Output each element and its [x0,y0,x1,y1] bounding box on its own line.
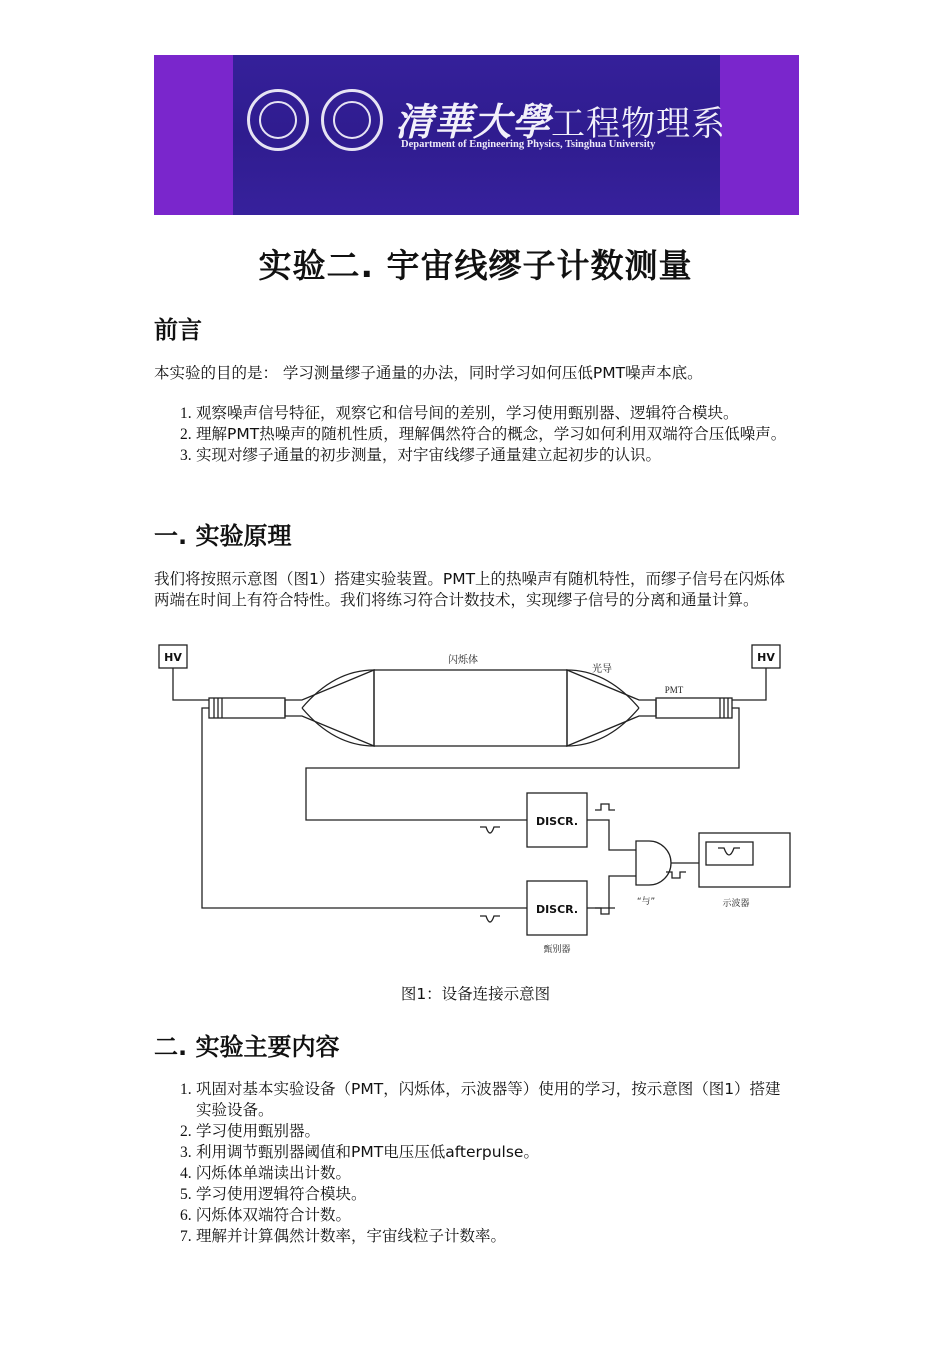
section-heading-content: 二. 实验主要内容 [154,1033,340,1061]
light-guide-label: 光导 [592,664,612,675]
discr-top-label: DISCR. [535,815,579,828]
preface-intro: 本实验的目的是： 学习测量缪子通量的办法，同时学习如何压低PMT噪声本底。 [154,364,703,382]
setup-diagram [154,640,799,970]
university-seal-icon [247,89,309,151]
department-seal-icon [321,89,383,151]
list-item: 7. 理解并计算偶然计数率，宇宙线粒子计数率。 [180,1227,507,1245]
section-heading-preface: 前言 [154,316,202,344]
figure-caption: 图1：设备连接示意图 [400,985,551,1003]
list-item: 6. 闪烁体双端符合计数。 [180,1206,352,1224]
list-item: 1. 巩固对基本实验设备（PMT，闪烁体，示波器等）使用的学习，按示意图（图1）搭建实验设备。 [180,1080,781,1119]
hv-label-left: HV [164,651,182,664]
banner-title-dept: 工程物理系 [551,104,727,144]
pmt-left [209,698,285,718]
and-gate-label: “与” [636,897,656,907]
hv-label-right: HV [757,651,775,664]
scintillator [374,670,567,746]
light-guide-left [285,670,374,746]
pmt-label: PMT [664,685,684,695]
list-item: 5. 学习使用逻辑符合模块。 [180,1185,367,1203]
page-title: 实验二. 宇宙线缪子计数测量 [258,246,693,285]
list-item: 3. 利用调节甄别器阈值和PMT电压压低afterpulse。 [180,1143,539,1161]
principle-paragraph: 我们将按照示意图（图1）搭建实验装置。PMT上的热噪声有随机特性，而缪子信号在闪烁体两端在时间上有符合特性。我们将练习符合计数技术，实现缪子信号的分离和通量计算。 [154,570,786,609]
preface-list [180,403,795,466]
list-item: 1. 观察噪声信号特征，观察它和信号间的差别，学习使用甄别器、逻辑符合模块。 [180,404,739,422]
banner-title [395,91,726,146]
banner-subtitle: Department of Engineering Physics, Tsinghua University [401,139,656,150]
banner-inner [233,55,727,215]
list-item: 2. 学习使用甄别器。 [180,1122,321,1140]
discr-bottom-label: DISCR. [535,903,579,916]
list-item: 3. 实现对缪子通量的初步测量，对宇宙线缪子通量建立起初步的认识。 [180,446,662,464]
content-list [180,1079,795,1247]
banner-title-calligraphy: 清華大學 [395,99,552,144]
section-heading-principle: 一. 实验原理 [154,522,292,550]
list-item: 4. 闪烁体单端读出计数。 [180,1164,352,1182]
oscilloscope-label: 示波器 [722,899,750,909]
oscilloscope [699,833,790,887]
header-banner [154,55,799,215]
list-item: 2. 理解PMT热噪声的随机性质，理解偶然符合的概念，学习如何利用双端符合压低噪声。 [180,425,787,443]
discriminator-label: 甄别器 [543,945,571,955]
scintillator-label: 闪烁体 [448,655,478,666]
and-gate [636,841,671,885]
light-guide-right [567,670,656,746]
